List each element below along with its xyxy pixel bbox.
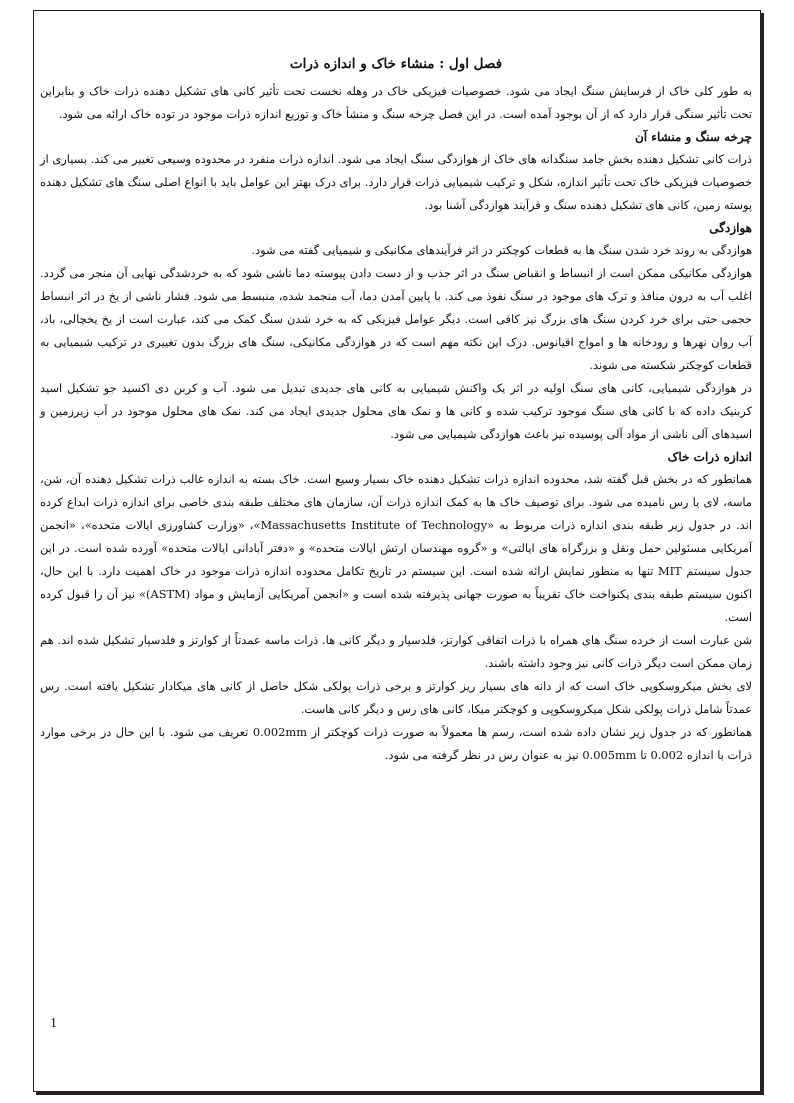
paragraph-mechanical-weathering: هوازدگی مکانیکی ممکن است از انبساط و انقباض سنگ در اثر جذب و از دست دادن پیوسته دما ناشی شود که به خردشدگی نهایی آن منجر می گردد. اغلب آب به درون منافذ و ترک های موجود در سنگ نفوذ می کند. با پایین آمدن دما، آب منجمد شده، منبسط می شود. فشار ناشی از یخ در اثر انبساط حجمی حتی برای خرد کردن سنگ های بزرگ نیز کافی است. دیگر عوامل فیزیکی که به خرد شدن سنگ کمک می کند، عبارت است از یخ یخچالی، باد، آب روان نهرها و رودخانه ها و امواج اقیانوس. درک این نکته مهم است که در هوازدگی مکانیکی، سنگ های بزرگ بدون تغییری در ترکیب شیمیایی به قطعات کوچکتر شکسته می شوند. bbox=[40, 266, 752, 372]
intro-paragraph: به طور کلی خاک از فرسایش سنگ ایجاد می شود. خصوصیات فیزیکی خاک در وهله نخست تحت تأثیر کانی های تشکیل دهنده ذرات خاک و بنابراین تحت تأثیر سنگی قرار دارد که از آن بوجود آمده است. در این فصل چرخه سنگ و منشأ خاک و توزیع اندازه ذرات موجود در توده خاک ارائه می شود. bbox=[40, 84, 752, 121]
document-title: فصل اول : منشاء خاک و اندازه ذرات bbox=[289, 56, 503, 72]
paragraph-chemical-weathering: در هوازدگی شیمیایی، کانی های سنگ اولیه در اثر یک واکنش شیمیایی به کانی های جدیدی تبدیل می شود. آب و کربن دی اکسید جو تشکیل اسید کربنیک داده که با کانی های سنگ موجود ترکیب شده و کانی ها و نمک های محلول جدیدی ایجاد می کند. نمک های محلول موجود در آب زیرزمین و اسیدهای آلی ناشی از مواد آلی پوسیده نیز باعث هوازدگی شیمیایی می شود. bbox=[40, 381, 752, 441]
section-heading-weathering: هوازدگی bbox=[709, 221, 752, 235]
paragraph-clay-size: همانطور که در جدول زیر نشان داده شده است، رسم ها معمولاً به صورت ذرات کوچکتر از 0.002mm تعریف می شود. با این حال در برخی موارد ذرات با اندازه 0.002 تا 0.005mm نیز به عنوان رس در نظر گرفته می شود. bbox=[40, 725, 752, 762]
document-body bbox=[40, 52, 752, 767]
section-heading-particle-size: اندازه ذرات خاک bbox=[667, 450, 752, 464]
paragraph-silt-clay: لای بخش میکروسکوپی خاک است که از دانه های بسیار ریز کوارتز و برخی ذرات پولکی شکل حاصل از کانی های میکادار تشکیل یافته است. رس عمدتاً شامل ذرات پولکی شکل میکروسکوپی و کوچکتر میکا، کانی های رس و دیگر کانی هاست. bbox=[40, 679, 752, 716]
page-number: 1 bbox=[50, 1016, 57, 1031]
paragraph-rock-cycle: ذرات کانی تشکیل دهنده بخش جامد سنگدانه های خاک از هوازدگی سنگ ایجاد می شود. اندازه ذرات منفرد در محدوده وسیعی تغییر می کند. بسیاری از خصوصیات فیزیکی خاک تحت تأثیر اندازه، شکل و ترکیب شیمیایی ذرات قرار دارد. برای درک بهتر این عوامل باید با انواع اصلی سنگ های تشکیل دهنده پوسته زمین، کانی های تشکیل دهنده سنگ و فرآیند هوازدگی آشنا بود. bbox=[40, 152, 752, 212]
paragraph-gravel-sand: شن عبارت است از خرده سنگ های همراه با ذرات اتفاقی کوارتز، فلدسپار و دیگر کانی ها. ذرات ماسه عمدتاً از کوارتز و فلدسپار تشکیل شده اند. هم زمان ممکن است دیگر ذرات کانی نیز وجود داشته باشند. bbox=[40, 633, 752, 670]
paragraph-particle-size-classification: همانطور که در بخش قبل گفته شد، محدوده اندازه ذرات تشکیل دهنده خاک بسیار وسیع است. خاک بسته به اندازه غالب ذرات تشکیل دهنده آن، شن، ماسه، لای یا رس نامیده می شود. برای توصیف خاک ها به کمک اندازه ذرات آن، سازمان های مختلف طبقه بندی خاصی برای اندازه ذرات ابداع کرده اند. در جدول زیر طبقه بندی اندازه ذرات مربوط به «Massachusetts Institute of Technology»، «وزارت کشاورزی ایالات متحده»، «انجمن آمریکایی مسئولین حمل ونقل و بزرگراه های ایالتی» و «گروه مهندسان ارتش ایالات متحده» و «دفتر آبادانی ایالات متحده» آورده شده است. در این جدول سیستم MIT تنها به منظور نمایش ارائه شده است. این سیستم در تاریخ تکامل محدوده اندازه ذرات موجود در خاک اهمیت دارد. با این حال، اکنون سیستم طبقه بندی یکنواخت خاک تقریباً به صورت جهانی پذیرفته شده است و «انجمن آمریکایی آزمایش و مواد (ASTM)» نیز آن را قبول کرده است. bbox=[40, 472, 752, 624]
paragraph-weathering-definition: هوازدگی به روند خرد شدن سنگ ها به قطعات کوچکتر در اثر فرآیندهای مکانیکی و شیمیایی گفته می شود. bbox=[251, 243, 752, 257]
section-heading-rock-cycle: چرخه سنگ و منشاء آن bbox=[634, 130, 752, 144]
